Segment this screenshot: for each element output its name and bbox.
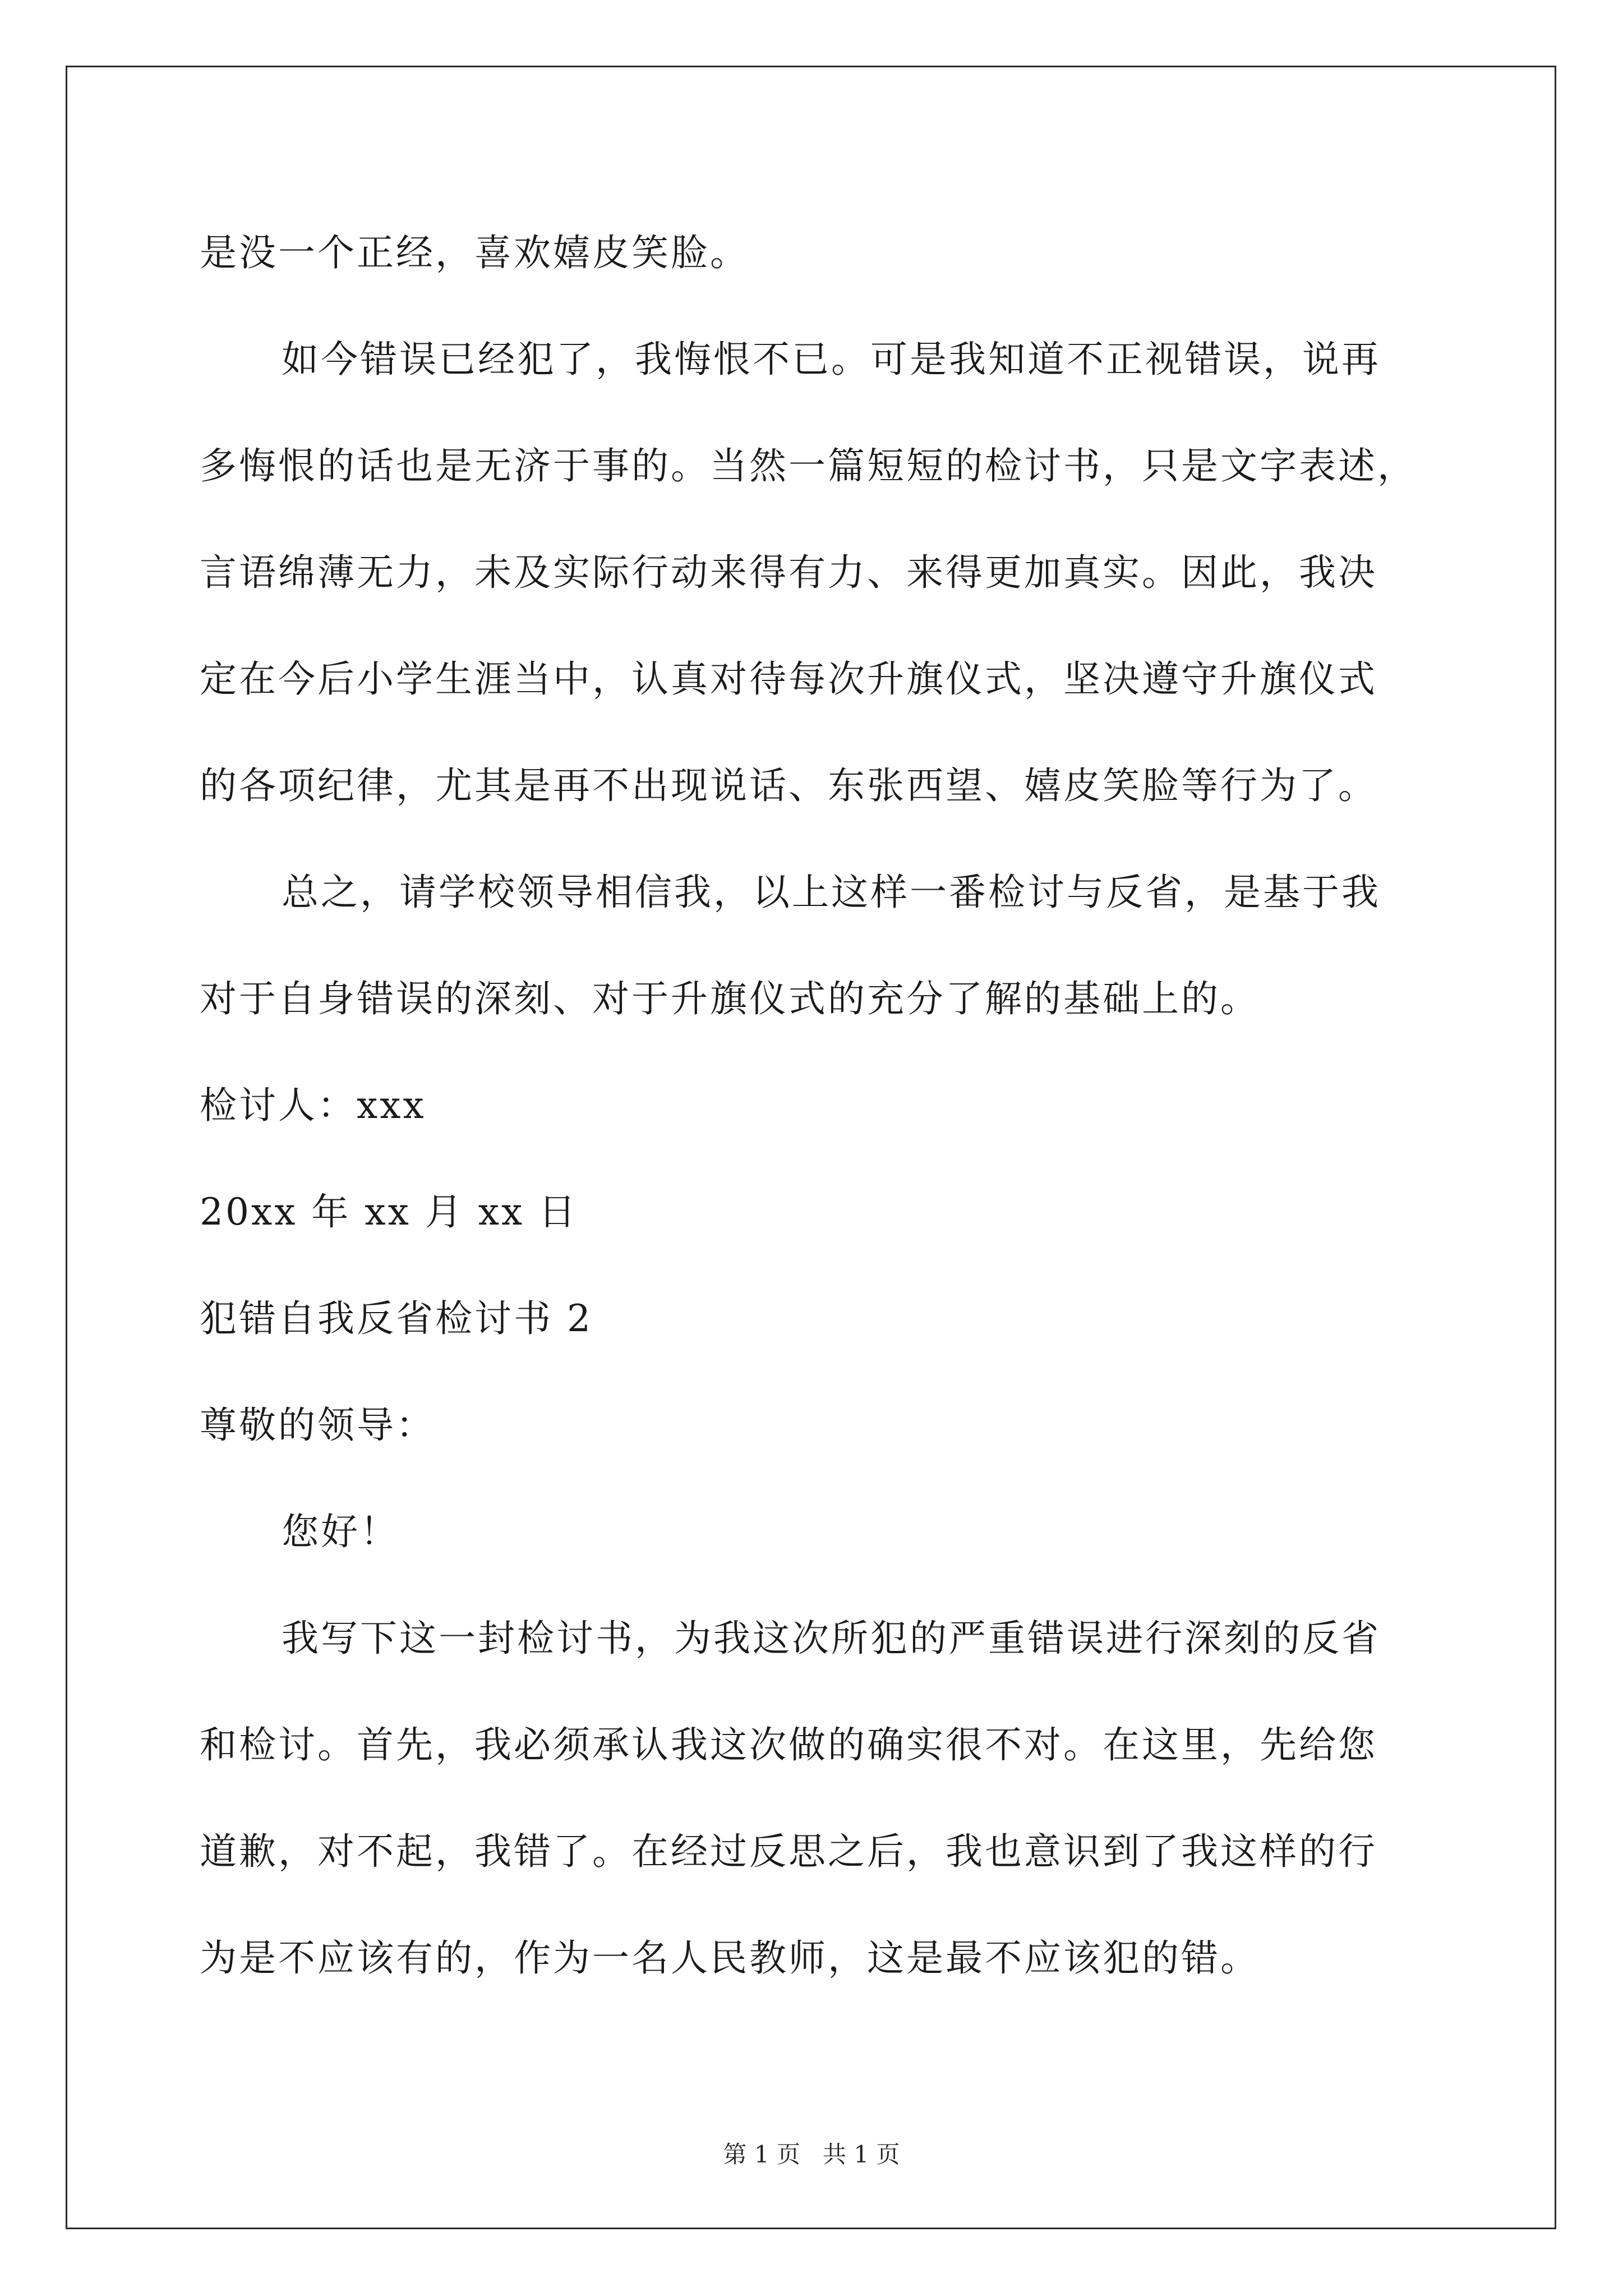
signature-line: 检讨人：xxx [200, 1084, 426, 1127]
text-line: 道歉，对不起，我错了。在经过反思之后，我也意识到了我这样的行 [200, 1830, 1377, 1873]
text-line: 多悔恨的话也是无济于事的。当然一篇短短的检讨书，只是文字表述， [200, 444, 1417, 487]
text-line: 总之，请学校领导相信我，以上这样一番检讨与反省，是基于我 [282, 871, 1381, 914]
page-number-footer: 第 1 页 共 1 页 [723, 2141, 900, 2168]
text-line: 如今错误已经犯了，我悔恨不已。可是我知道不正视错误，说再 [282, 338, 1381, 381]
page-border [66, 66, 1556, 2229]
text-line: 对于自身错误的深刻、对于升旗仪式的充分了解的基础上的。 [200, 977, 1260, 1020]
text-line: 的各项纪律，尤其是再不出现说话、东张西望、嬉皮笑脸等行为了。 [200, 764, 1377, 807]
text-line: 是没一个正经，喜欢嬉皮笑脸。 [200, 231, 749, 274]
text-line: 定在今后小学生涯当中，认真对待每次升旗仪式，坚决遵守升旗仪式 [200, 657, 1377, 701]
salutation: 尊敬的领导： [200, 1404, 435, 1447]
greeting: 您好！ [282, 1510, 399, 1553]
text-line: 言语绵薄无力，未及实际行动来得有力、来得更加真实。因此，我决 [200, 551, 1377, 594]
text-line: 为是不应该有的，作为一名人民教师，这是最不应该犯的错。 [200, 1936, 1260, 1980]
section-title: 犯错自我反省检讨书 2 [200, 1297, 593, 1340]
text-line: 和检讨。首先，我必须承认我这次做的确实很不对。在这里，先给您 [200, 1723, 1377, 1766]
date-line: 20xx 年 xx 月 xx 日 [200, 1190, 578, 1234]
text-line: 我写下这一封检讨书，为我这次所犯的严重错误进行深刻的反省 [282, 1617, 1381, 1660]
